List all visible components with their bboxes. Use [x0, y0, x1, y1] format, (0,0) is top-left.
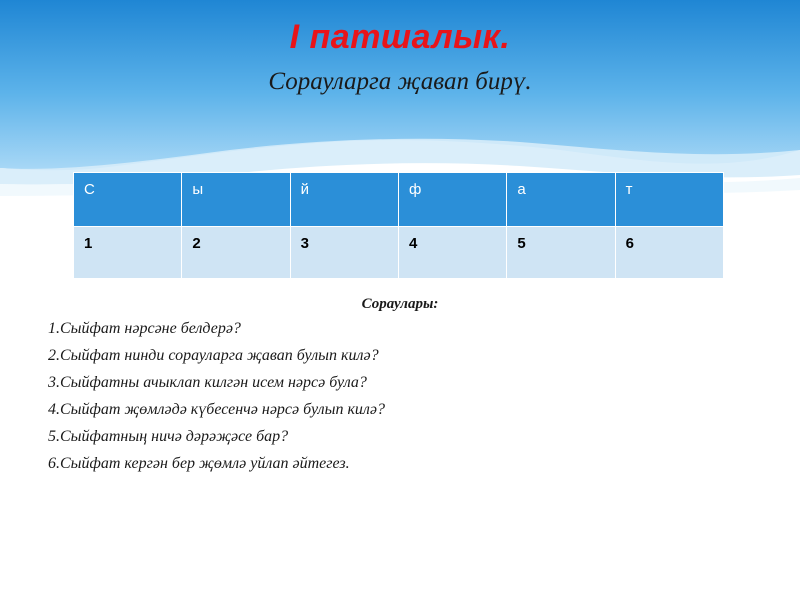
question-item: 1.Сыйфат нәрсәне белдерә? — [48, 320, 241, 337]
number-cell: 6 — [615, 227, 723, 279]
questions-list — [48, 318, 385, 480]
letter-cell: т — [615, 173, 723, 227]
number-cell: 4 — [398, 227, 506, 279]
letters-table — [73, 172, 724, 279]
slide-subtitle: Сорауларга җавап бирү. — [268, 68, 532, 95]
letter-cell: й — [290, 173, 398, 227]
number-cell: 5 — [507, 227, 615, 279]
slide-title: I патшалык. — [289, 18, 511, 56]
question-item: 3.Сыйфатны ачыклап килгән исем нәрсә була? — [48, 374, 367, 391]
number-cell: 1 — [74, 227, 182, 279]
number-cell: 2 — [182, 227, 290, 279]
letter-cell: С — [74, 173, 182, 227]
letters-row — [74, 173, 724, 227]
letter-cell: а — [507, 173, 615, 227]
letter-cell: ф — [398, 173, 506, 227]
question-item: 5.Сыйфатның ничә дәрәҗәсе бар? — [48, 428, 289, 445]
letter-cell: ы — [182, 173, 290, 227]
numbers-row — [74, 227, 724, 279]
question-item: 4.Сыйфат җөмләдә күбесенчә нәрсә булып килә? — [48, 401, 385, 418]
question-item: 6.Сыйфат кергән бер җөмлә уйлап әйтегез. — [48, 455, 350, 472]
number-cell: 3 — [290, 227, 398, 279]
question-item: 2.Сыйфат нинди сорауларга җавап булып килә? — [48, 347, 379, 364]
questions-heading: Сораулары: — [361, 296, 439, 312]
